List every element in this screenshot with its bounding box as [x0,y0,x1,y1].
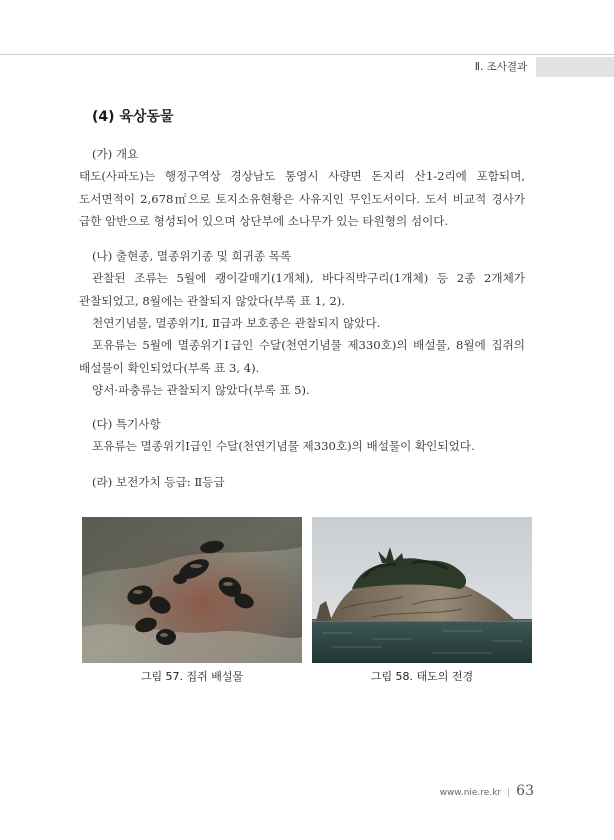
overview-line-1: 태도(사파도)는 행정구역상 경상남도 통영시 사량면 돈지리 산1-2리에 포함되며, [79,169,525,183]
heading-conservation-grade: (라) 보전가치 등급: Ⅱ등급 [92,475,225,489]
chapter-tab [470,57,614,77]
footer-separator: | [507,788,511,798]
species-line-6: 양서·파충류는 관찰되지 않았다(부록 표 5). [92,383,310,397]
species-line-1: 관찰된 조류는 5월에 괭이갈매기(1개체), 바다직박구리(1개체) 등 2종 2개체가 [92,271,525,285]
rat-droppings-image [82,517,302,663]
species-line-2: 관찰되었고, 8월에는 관찰되지 않았다(부록 표 1, 2). [79,294,345,308]
header-divider [0,54,614,55]
footer-url: www.nie.re.kr [439,788,502,798]
figure-island-view-photo [312,517,532,663]
heading-special-notes: (다) 특기사항 [92,417,161,431]
chapter-label: Ⅱ. 조사결과 [474,61,528,73]
overview-line-2: 도서면적이 2,678㎡으로 토지소유현황은 사유지인 무인도서이다. 도서 비교적 경사가 [79,192,525,206]
island-view-image [312,517,532,663]
species-line-4: 포유류는 5월에 멸종위기Ⅰ급인 수달(천연기념물 제330호)의 배설물, 8월에 집쥐의 [92,338,525,352]
page-footer [440,783,534,799]
figure-rat-droppings-photo [82,517,302,663]
chapter-tab-bar [536,57,614,77]
figure-rat-droppings-caption: 그림 57. 집쥐 배설물 [140,670,244,683]
section-title: (4) 육상동물 [92,109,174,125]
special-notes-line-1: 포유류는 멸종위기Ⅰ급인 수달(천연기념물 제330호)의 배설물이 확인되었다. [92,439,475,453]
page-number: 63 [516,783,534,799]
figure-island-view-caption: 그림 58. 태도의 전경 [370,670,474,683]
overview-line-3: 급한 암반으로 형성되어 있으며 상단부에 소나무가 있는 타원형의 섬이다. [79,214,449,228]
species-line-5: 배설물이 확인되었다(부록 표 3, 4). [79,361,260,375]
heading-overview: (가) 개요 [92,147,139,161]
heading-species: (나) 출현종, 멸종위기종 및 희귀종 목록 [92,249,292,263]
species-line-3: 천연기념물, 멸종위기Ⅰ, Ⅱ급과 보호종은 관찰되지 않았다. [92,316,381,330]
